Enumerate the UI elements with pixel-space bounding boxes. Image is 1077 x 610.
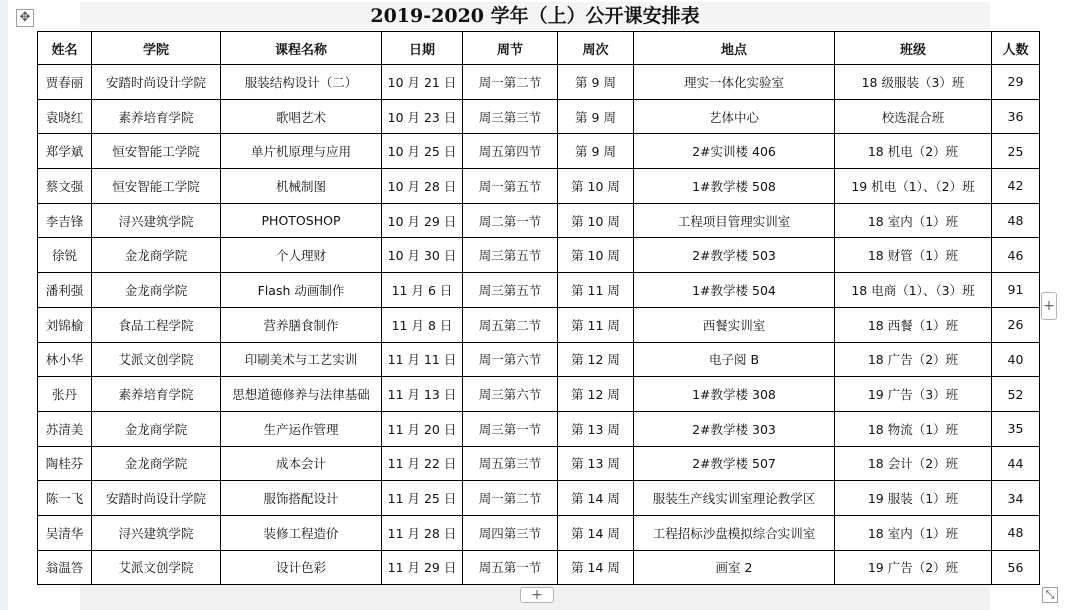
cell-period: 周三第一节 <box>463 411 558 446</box>
cell-location: 2#实训楼 406 <box>634 134 835 169</box>
cell-period: 周三第五节 <box>463 238 558 273</box>
cell-class: 18 财管（1）班 <box>835 238 992 273</box>
cell-course: 营养膳食制作 <box>221 307 382 342</box>
cell-date: 10 月 29 日 <box>382 203 463 238</box>
header-week: 周次 <box>558 32 634 65</box>
cell-course: 生产运作管理 <box>221 411 382 446</box>
cell-period: 周三第五节 <box>463 273 558 308</box>
cell-course: 印刷美术与工艺实训 <box>221 342 382 377</box>
cell-count: 56 <box>992 550 1040 585</box>
cell-count: 35 <box>992 411 1040 446</box>
document-title: 2019-2020 学年（上）公开课安排表 <box>80 2 990 30</box>
cell-course: 装修工程造价 <box>221 515 382 550</box>
header-class: 班级 <box>835 32 992 65</box>
cell-name: 袁晓红 <box>38 99 92 134</box>
cell-location: 西餐实训室 <box>634 307 835 342</box>
cell-week: 第 9 周 <box>558 99 634 134</box>
table-row <box>38 411 1040 446</box>
cell-college: 艾派文创学院 <box>92 550 221 585</box>
cell-college: 金龙商学院 <box>92 238 221 273</box>
table-body <box>38 65 1040 585</box>
cell-date: 11 月 29 日 <box>382 550 463 585</box>
cell-date: 11 月 6 日 <box>382 273 463 308</box>
header-location: 地点 <box>634 32 835 65</box>
cell-class: 校选混合班 <box>835 99 992 134</box>
cell-period: 周一第六节 <box>463 342 558 377</box>
header-course: 课程名称 <box>221 32 382 65</box>
cell-name: 陈一飞 <box>38 481 92 516</box>
cell-class: 18 级服装（3）班 <box>835 65 992 100</box>
cell-count: 52 <box>992 377 1040 412</box>
cell-location: 1#教学楼 308 <box>634 377 835 412</box>
cell-course: 服装结构设计（二） <box>221 65 382 100</box>
table-row <box>38 65 1040 100</box>
cell-week: 第 12 周 <box>558 377 634 412</box>
cell-count: 34 <box>992 481 1040 516</box>
cell-date: 11 月 22 日 <box>382 446 463 481</box>
table-row <box>38 446 1040 481</box>
cell-week: 第 14 周 <box>558 481 634 516</box>
cell-name: 苏清美 <box>38 411 92 446</box>
cell-week: 第 12 周 <box>558 342 634 377</box>
cell-class: 19 广告（3）班 <box>835 377 992 412</box>
cell-date: 10 月 25 日 <box>382 134 463 169</box>
cell-date: 11 月 25 日 <box>382 481 463 516</box>
table-row <box>38 169 1040 204</box>
cell-period: 周一第五节 <box>463 169 558 204</box>
cell-class: 19 机电（1）、（2）班 <box>835 169 992 204</box>
cell-course: 设计色彩 <box>221 550 382 585</box>
table-row <box>38 377 1040 412</box>
cell-location: 画室 2 <box>634 550 835 585</box>
cell-week: 第 14 周 <box>558 550 634 585</box>
header-period: 周节 <box>463 32 558 65</box>
cell-count: 48 <box>992 515 1040 550</box>
cell-college: 素养培育学院 <box>92 377 221 412</box>
cell-name: 贾春丽 <box>38 65 92 100</box>
cell-period: 周一第二节 <box>463 65 558 100</box>
cell-location: 2#教学楼 303 <box>634 411 835 446</box>
cell-course: 个人理财 <box>221 238 382 273</box>
cell-name: 张丹 <box>38 377 92 412</box>
cell-name: 刘锦榆 <box>38 307 92 342</box>
header-name: 姓名 <box>38 32 92 65</box>
cell-week: 第 11 周 <box>558 273 634 308</box>
cell-week: 第 11 周 <box>558 307 634 342</box>
add-row-button[interactable]: + <box>520 587 554 603</box>
cell-class: 18 电商（1）、（3）班 <box>835 273 992 308</box>
cell-college: 恒安智能工学院 <box>92 134 221 169</box>
cell-location: 工程项目管理实训室 <box>634 203 835 238</box>
cell-week: 第 13 周 <box>558 446 634 481</box>
table-row <box>38 481 1040 516</box>
cell-date: 10 月 28 日 <box>382 169 463 204</box>
cell-name: 翁温答 <box>38 550 92 585</box>
table-row <box>38 550 1040 585</box>
cell-date: 11 月 13 日 <box>382 377 463 412</box>
cell-class: 18 室内（1）班 <box>835 203 992 238</box>
cell-count: 48 <box>992 203 1040 238</box>
table-row <box>38 203 1040 238</box>
cell-college: 素养培育学院 <box>92 99 221 134</box>
cell-college: 食品工程学院 <box>92 307 221 342</box>
cell-class: 19 服装（1）班 <box>835 481 992 516</box>
cell-week: 第 10 周 <box>558 203 634 238</box>
cell-date: 11 月 28 日 <box>382 515 463 550</box>
table-row <box>38 515 1040 550</box>
cell-count: 25 <box>992 134 1040 169</box>
cell-class: 18 广告（2）班 <box>835 342 992 377</box>
cell-course: 机械制图 <box>221 169 382 204</box>
cell-week: 第 10 周 <box>558 169 634 204</box>
table-row <box>38 273 1040 308</box>
cell-name: 陶桂芬 <box>38 446 92 481</box>
cell-location: 艺体中心 <box>634 99 835 134</box>
cell-date: 10 月 30 日 <box>382 238 463 273</box>
header-date: 日期 <box>382 32 463 65</box>
cell-count: 40 <box>992 342 1040 377</box>
cell-class: 18 西餐（1）班 <box>835 307 992 342</box>
cell-course: 歌唱艺术 <box>221 99 382 134</box>
cell-period: 周四第三节 <box>463 515 558 550</box>
cell-name: 李吉锋 <box>38 203 92 238</box>
schedule-table <box>37 31 1040 585</box>
cell-count: 29 <box>992 65 1040 100</box>
cell-date: 10 月 21 日 <box>382 65 463 100</box>
cell-date: 11 月 8 日 <box>382 307 463 342</box>
cell-college: 金龙商学院 <box>92 446 221 481</box>
cell-week: 第 9 周 <box>558 65 634 100</box>
table-header-row <box>38 32 1040 65</box>
cell-name: 郑学斌 <box>38 134 92 169</box>
cell-class: 18 物流（1）班 <box>835 411 992 446</box>
cell-location: 2#教学楼 507 <box>634 446 835 481</box>
table-row <box>38 134 1040 169</box>
cell-period: 周二第一节 <box>463 203 558 238</box>
cell-location: 工程招标沙盘模拟综合实训室 <box>634 515 835 550</box>
cell-class: 18 会计（2）班 <box>835 446 992 481</box>
cell-period: 周五第二节 <box>463 307 558 342</box>
cell-period: 周五第三节 <box>463 446 558 481</box>
cell-course: 单片机原理与应用 <box>221 134 382 169</box>
cell-period: 周一第二节 <box>463 481 558 516</box>
cell-location: 服装生产线实训室理论教学区 <box>634 481 835 516</box>
cell-college: 安踏时尚设计学院 <box>92 65 221 100</box>
table-resize-handle-icon[interactable]: ⤡ <box>1042 587 1058 603</box>
cell-course: PHOTOSHOP <box>221 203 382 238</box>
cell-course: 服饰搭配设计 <box>221 481 382 516</box>
header-count: 人数 <box>992 32 1040 65</box>
cell-count: 42 <box>992 169 1040 204</box>
cell-location: 电子阅 B <box>634 342 835 377</box>
table-row <box>38 99 1040 134</box>
cell-college: 浔兴建筑学院 <box>92 203 221 238</box>
cell-date: 11 月 11 日 <box>382 342 463 377</box>
header-college: 学院 <box>92 32 221 65</box>
editor-left-gutter <box>0 0 8 610</box>
cell-location: 1#教学楼 508 <box>634 169 835 204</box>
table-row <box>38 307 1040 342</box>
add-column-button[interactable]: + <box>1041 292 1057 320</box>
cell-date: 10 月 23 日 <box>382 99 463 134</box>
cell-week: 第 9 周 <box>558 134 634 169</box>
cell-course: Flash 动画制作 <box>221 273 382 308</box>
cell-week: 第 13 周 <box>558 411 634 446</box>
table-row <box>38 342 1040 377</box>
cell-location: 理实一体化实验室 <box>634 65 835 100</box>
cell-name: 吴清华 <box>38 515 92 550</box>
cell-college: 金龙商学院 <box>92 411 221 446</box>
cell-count: 36 <box>992 99 1040 134</box>
cell-date: 11 月 20 日 <box>382 411 463 446</box>
table-move-handle-icon[interactable]: ✥ <box>16 9 34 27</box>
cell-location: 2#教学楼 503 <box>634 238 835 273</box>
cell-college: 恒安智能工学院 <box>92 169 221 204</box>
cell-count: 91 <box>992 273 1040 308</box>
cell-college: 安踏时尚设计学院 <box>92 481 221 516</box>
table-row <box>38 238 1040 273</box>
cell-class: 19 广告（2）班 <box>835 550 992 585</box>
cell-class: 18 室内（1）班 <box>835 515 992 550</box>
cell-period: 周三第三节 <box>463 99 558 134</box>
cell-count: 44 <box>992 446 1040 481</box>
cell-name: 林小华 <box>38 342 92 377</box>
cell-course: 成本会计 <box>221 446 382 481</box>
cell-college: 金龙商学院 <box>92 273 221 308</box>
cell-class: 18 机电（2）班 <box>835 134 992 169</box>
cell-week: 第 14 周 <box>558 515 634 550</box>
cell-college: 浔兴建筑学院 <box>92 515 221 550</box>
cell-name: 蔡文强 <box>38 169 92 204</box>
cell-period: 周五第四节 <box>463 134 558 169</box>
cell-name: 潘利强 <box>38 273 92 308</box>
cell-period: 周三第六节 <box>463 377 558 412</box>
cell-count: 46 <box>992 238 1040 273</box>
cell-week: 第 10 周 <box>558 238 634 273</box>
cell-location: 1#教学楼 504 <box>634 273 835 308</box>
cell-period: 周五第一节 <box>463 550 558 585</box>
cell-count: 26 <box>992 307 1040 342</box>
cell-course: 思想道德修养与法律基础 <box>221 377 382 412</box>
cell-college: 艾派文创学院 <box>92 342 221 377</box>
cell-name: 徐锐 <box>38 238 92 273</box>
